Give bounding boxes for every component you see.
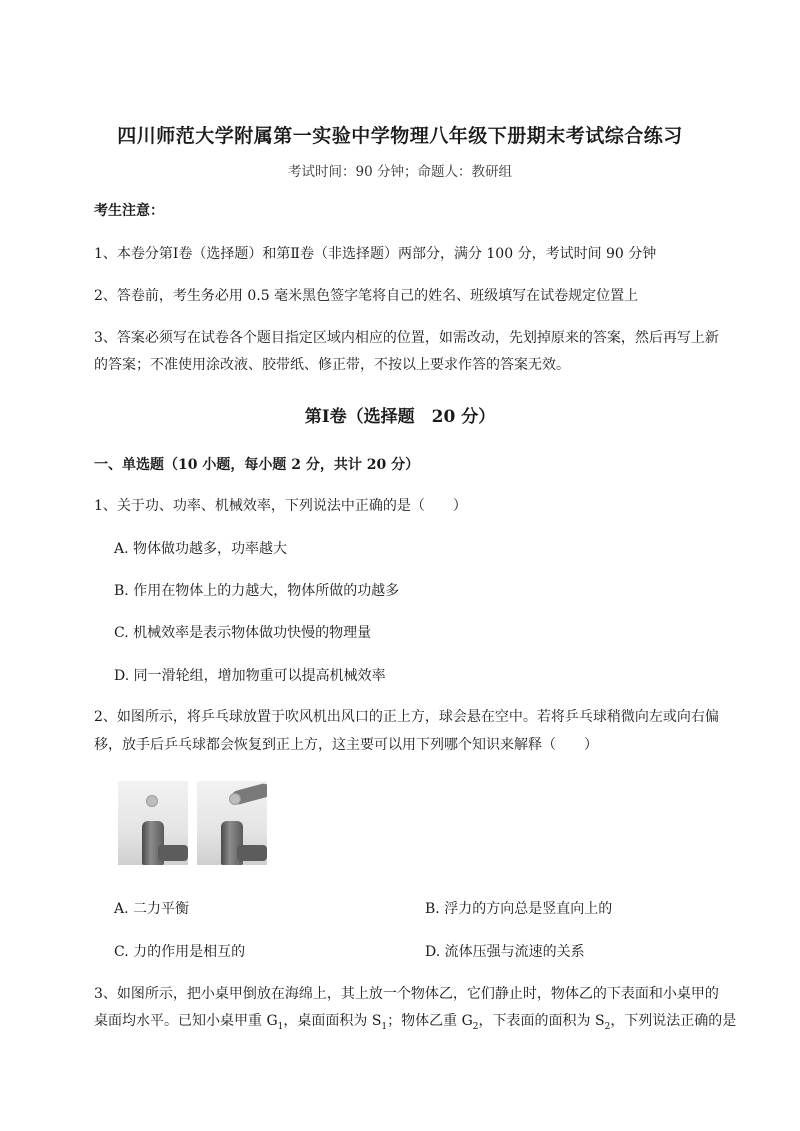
- q3-subscript: 1: [381, 1021, 388, 1032]
- q3-stem-line1: 3、如图所示，把小桌甲倒放在海绵上，其上放一个物体乙，它们静止时，物体乙的下表面和小桌甲的: [94, 986, 719, 1002]
- part-heading: 一、单选题（10 小题，每小题 2 分，共计 20 分）: [94, 457, 420, 473]
- q3-stem-line2: [94, 1011, 736, 1037]
- ping-pong-ball: [146, 795, 158, 807]
- q1-stem: 1、关于功、功率、机械效率，下列说法中正确的是（ ）: [94, 498, 467, 514]
- q3-text-part: ，桌面面积为 S: [283, 1013, 382, 1029]
- q3-subscript: 1: [277, 1021, 284, 1032]
- q2-stem-line1: 2、如图所示，将乒乓球放置于吹风机出风口的正上方，球会悬在空中。若将乒乓球稍微向左或向右偏: [94, 709, 719, 725]
- exam-title: 四川师范大学附属第一实验中学物理八年级下册期末考试综合练习: [117, 125, 683, 147]
- notice-item-3: 3、答案必须写在试卷各个题目指定区域内相应的位置，如需改动，先划掉原来的答案，然后再写上新: [94, 330, 719, 346]
- section-title: 第Ⅰ卷（选择题 20 分）: [304, 407, 496, 427]
- q3-subscript: 2: [604, 1021, 611, 1032]
- q2-option-b[interactable]: B. 浮力的方向总是竖直向上的: [425, 901, 613, 917]
- q3-subscript: 2: [472, 1021, 479, 1032]
- hair-dryer-handle: [237, 845, 267, 861]
- q3-text-part: ，下列说法正确的是: [610, 1013, 737, 1029]
- q1-option-a[interactable]: A. 物体做功越多，功率越大: [114, 541, 288, 557]
- ping-pong-ball: [229, 793, 241, 805]
- exam-subtitle: 考试时间：90 分钟；命题人：教研组: [288, 164, 512, 180]
- notice-heading: 考生注意：: [94, 203, 164, 219]
- q2-option-c[interactable]: C. 力的作用是相互的: [114, 944, 246, 960]
- notice-item-3-cont: 的答案；不准使用涂改液、胶带纸、修正带，不按以上要求作答的答案无效。: [94, 357, 570, 373]
- notice-item-2: 2、答卷前，考生务必用 0.5 毫米黑色签字笔将自己的姓名、班级填写在试卷规定位置上: [94, 288, 639, 304]
- q1-option-b[interactable]: B. 作用在物体上的力越大，物体所做的功越多: [114, 583, 400, 599]
- q1-option-d[interactable]: D. 同一滑轮组，增加物重可以提高机械效率: [114, 668, 386, 684]
- q3-text-part: 桌面均水平。已知小桌甲重 G: [94, 1013, 278, 1029]
- q2-figure-left: [118, 781, 188, 865]
- q2-option-d[interactable]: D. 流体压强与流速的关系: [425, 944, 585, 960]
- q2-figure-right: [197, 781, 267, 865]
- notice-item-1: 1、本卷分第Ⅰ卷（选择题）和第Ⅱ卷（非选择题）两部分，满分 100 分，考试时间 90 分钟: [94, 246, 657, 262]
- q2-option-a[interactable]: A. 二力平衡: [114, 901, 190, 917]
- q2-stem-line2: 移，放手后乒乓球都会恢复到正上方，这主要可以用下列哪个知识来解释（ ）: [94, 737, 598, 753]
- q1-option-c[interactable]: C. 机械效率是表示物体做功快慢的物理量: [114, 625, 372, 641]
- hair-dryer-handle: [158, 845, 188, 861]
- q3-text-part: ，下表面的面积为 S: [478, 1013, 605, 1029]
- q3-text-part: ；物体乙重 G: [387, 1013, 473, 1029]
